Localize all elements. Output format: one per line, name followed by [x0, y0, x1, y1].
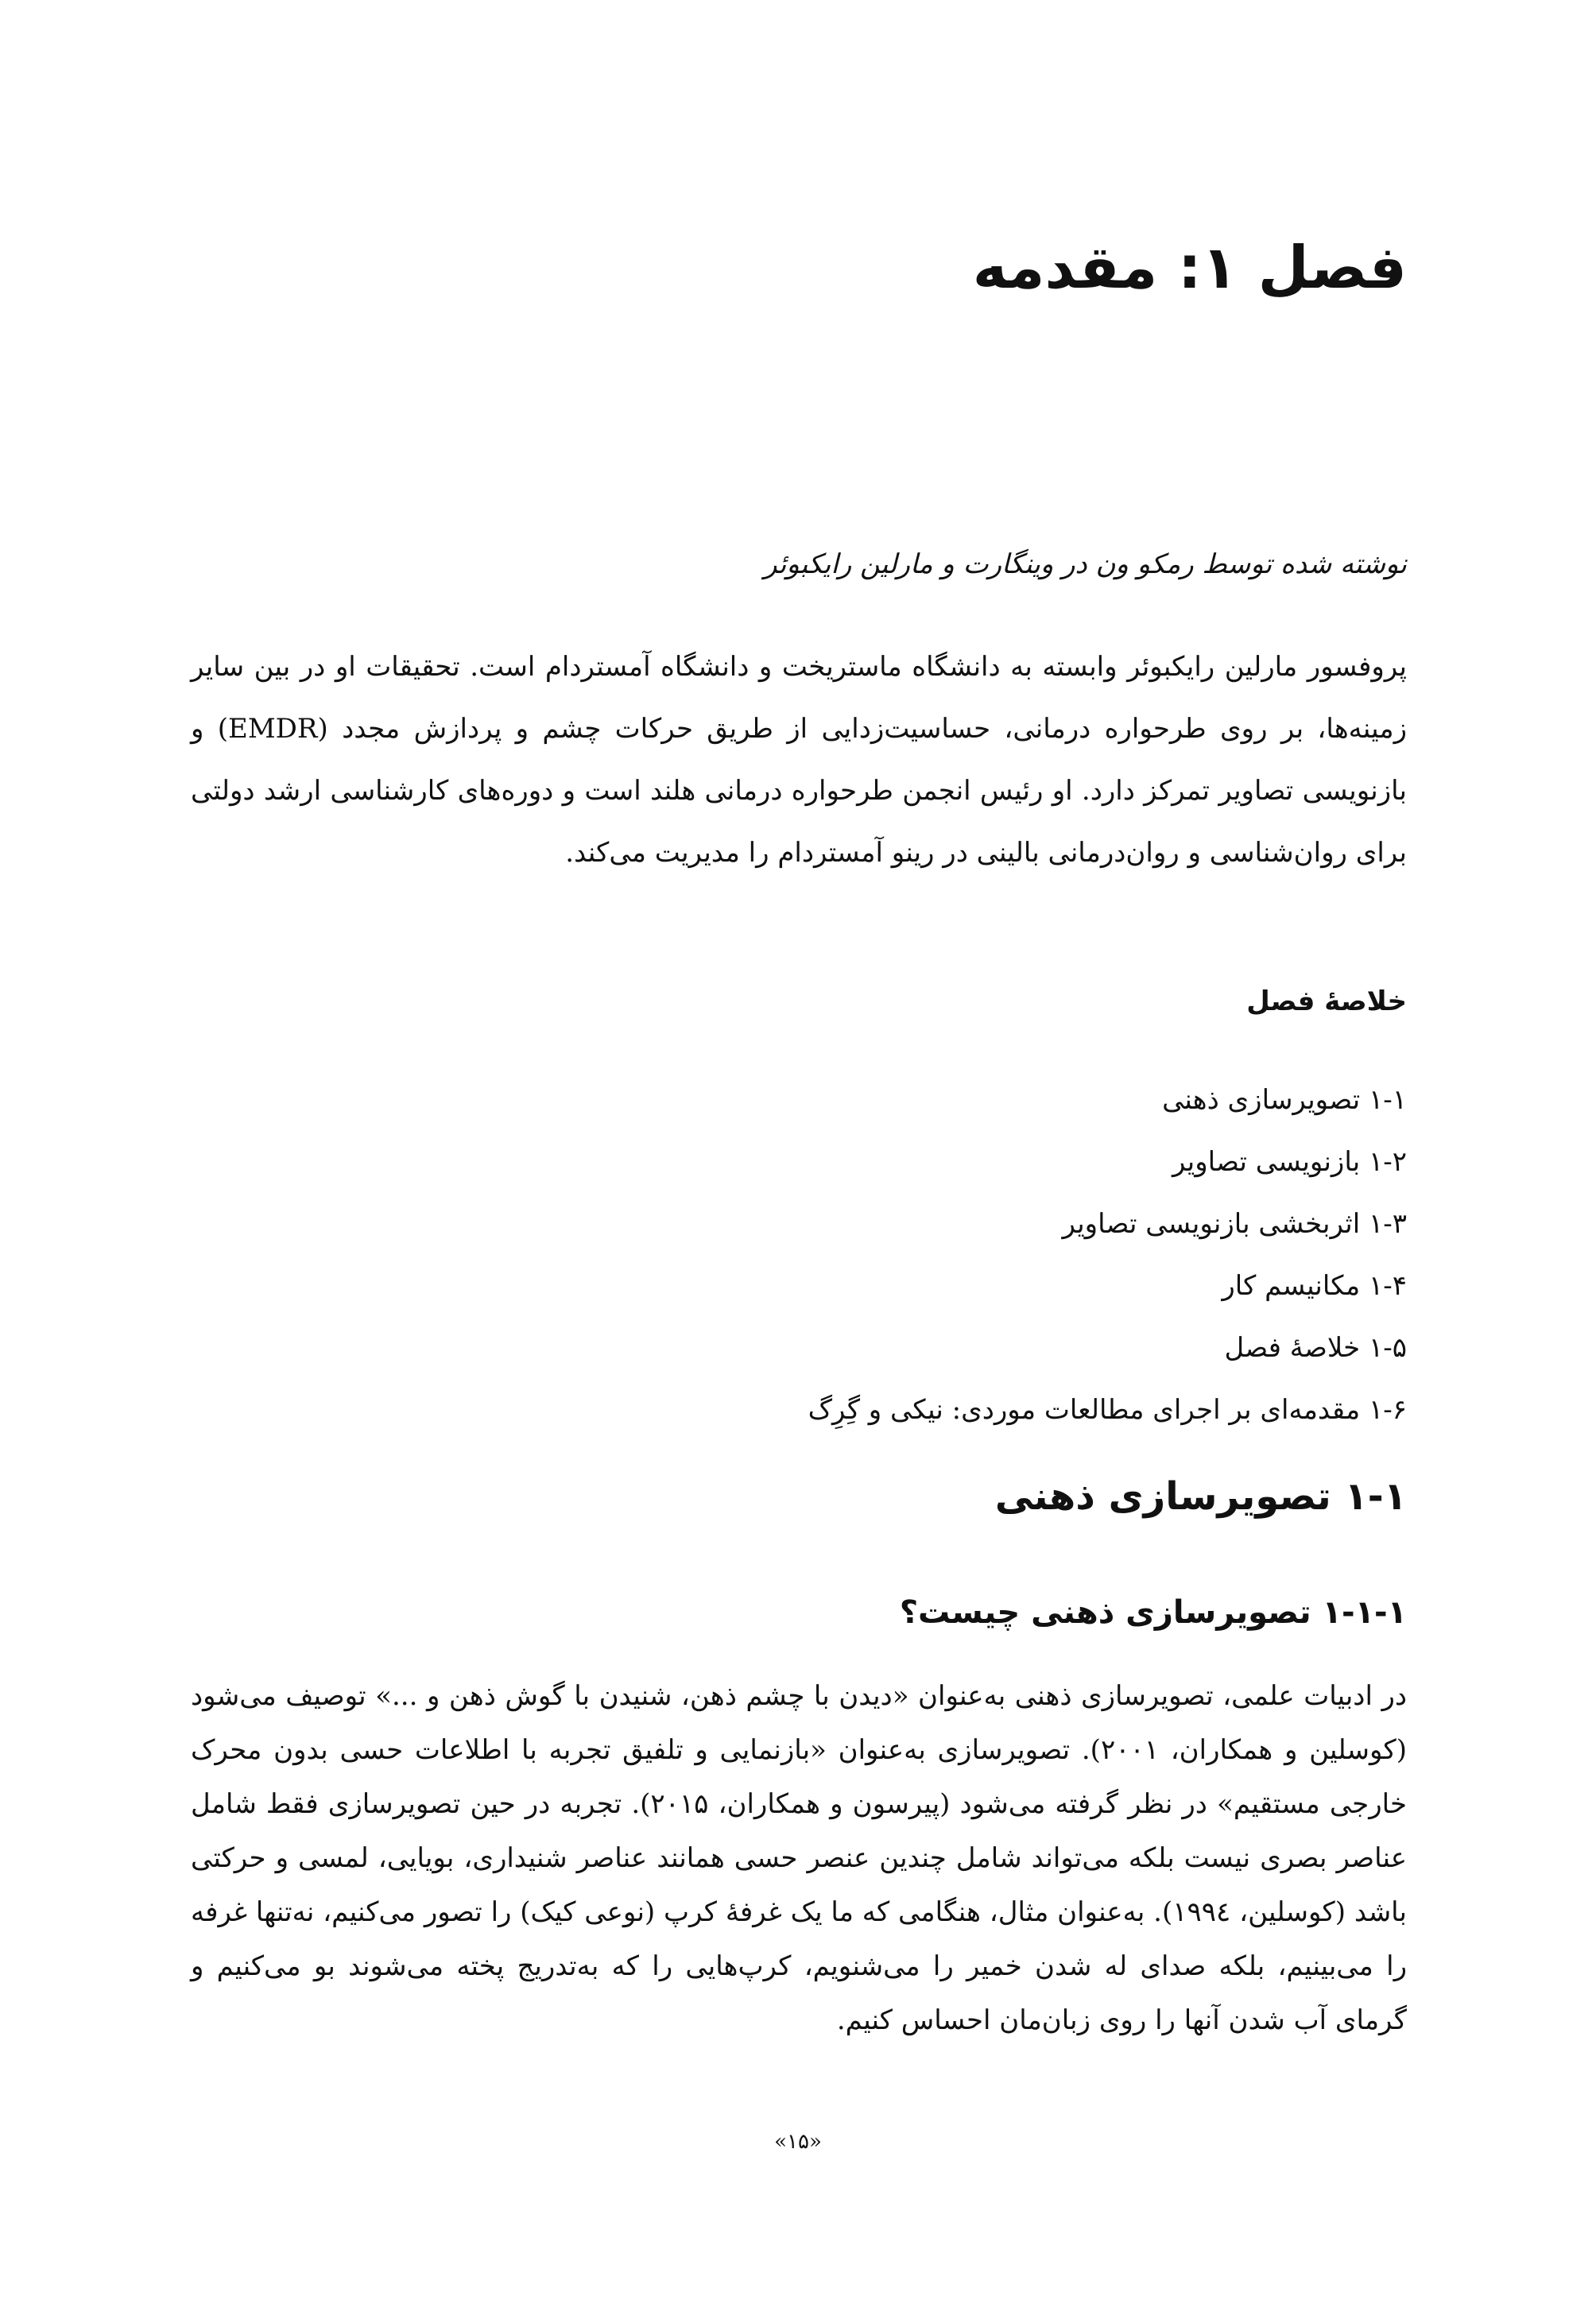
chapter-summary-heading: خلاصهٔ فصل	[1246, 985, 1407, 1017]
subsection-heading: ۱-۱-۱ تصویرسازی ذهنی چیست؟	[899, 1594, 1407, 1631]
summary-item: ۱-۶ مقدمه‌ای بر اجرای مطالعات موردی: نیکی و گِرِگ	[808, 1394, 1407, 1426]
author-bio-paragraph: پروفسور مارلین رایکبوئر وابسته به دانشگاه ماستریخت و دانشگاه آمستردام است. تحقیقات او در بین سایر زمینه‌ها، بر روی طرحواره درمانی، حساسیت‌زدایی از طریق حرکات چشم و پردازش مجدد (EMDR) و بازنویسی تصاویر تمرکز دارد. او رئیس انجمن طرحواره درمانی هلند است و دوره‌های کارشناسی ارشد دولتی برای روان‌شناسی و روان‌درمانی بالینی در رینو آمستردام را مدیریت می‌کند.	[191, 651, 1407, 869]
summary-item: ۱-۱ تصویرسازی ذهنی	[1162, 1084, 1407, 1116]
summary-item: ۱-۳ اثربخشی بازنویسی تصاویر	[1062, 1208, 1407, 1240]
summary-item: ۱-۵ خلاصهٔ فصل	[1224, 1332, 1407, 1364]
authors-line: نوشته شده توسط رمکو ون در وینگارت و مارلین رایکبوئر	[764, 548, 1407, 580]
page-number: «۱۵»	[774, 2130, 822, 2154]
chapter-title: فصل ۱: مقدمه	[972, 234, 1407, 302]
summary-item: ۱-۴ مکانیسم کار	[1222, 1270, 1407, 1302]
document-page	[191, 0, 1407, 2300]
chapter-summary-list	[808, 1069, 1407, 1441]
section-heading: ۱-۱ تصویرسازی ذهنی	[994, 1474, 1407, 1519]
body-paragraph: در ادبیات علمی، تصویرسازی ذهنی به‌عنوان «دیدن با چشم ذهن، شنیدن با گوش ذهن و ...» توصیف می‌شود (کوسلین و همکاران، ۲۰۰۱). تصویرسازی به‌عنوان «بازنمایی و تلفیق تجربه با اطلاعات حسی بدون محرک خارجی مستقیم» در نظر گرفته می‌شود (پیرسون و همکاران، ۲۰۱۵). تجربه در حین تصویرسازی فقط شامل عناصر بصری نیست بلکه می‌تواند شامل چندین عنصر حسی همانند عناصر شنیداری، بویایی، لمسی و حرکتی باشد (کوسلین، ۱۹۹٤). به‌عنوان مثال، هنگامی که ما یک غرفهٔ کرپ (نوعی کیک) را تصور می‌کنیم، نه‌تنها غرفه را می‌بینیم، بلکه صدای له شدن خمیر را می‌شنویم، کرپ‌هایی را که به‌تدریج پخته می‌شوند بو می‌کنیم و گرمای آب شدن آنها را روی زبان‌مان احساس کنیم.	[191, 1680, 1407, 2036]
summary-item: ۱-۲ بازنویسی تصاویر	[1172, 1146, 1407, 1178]
